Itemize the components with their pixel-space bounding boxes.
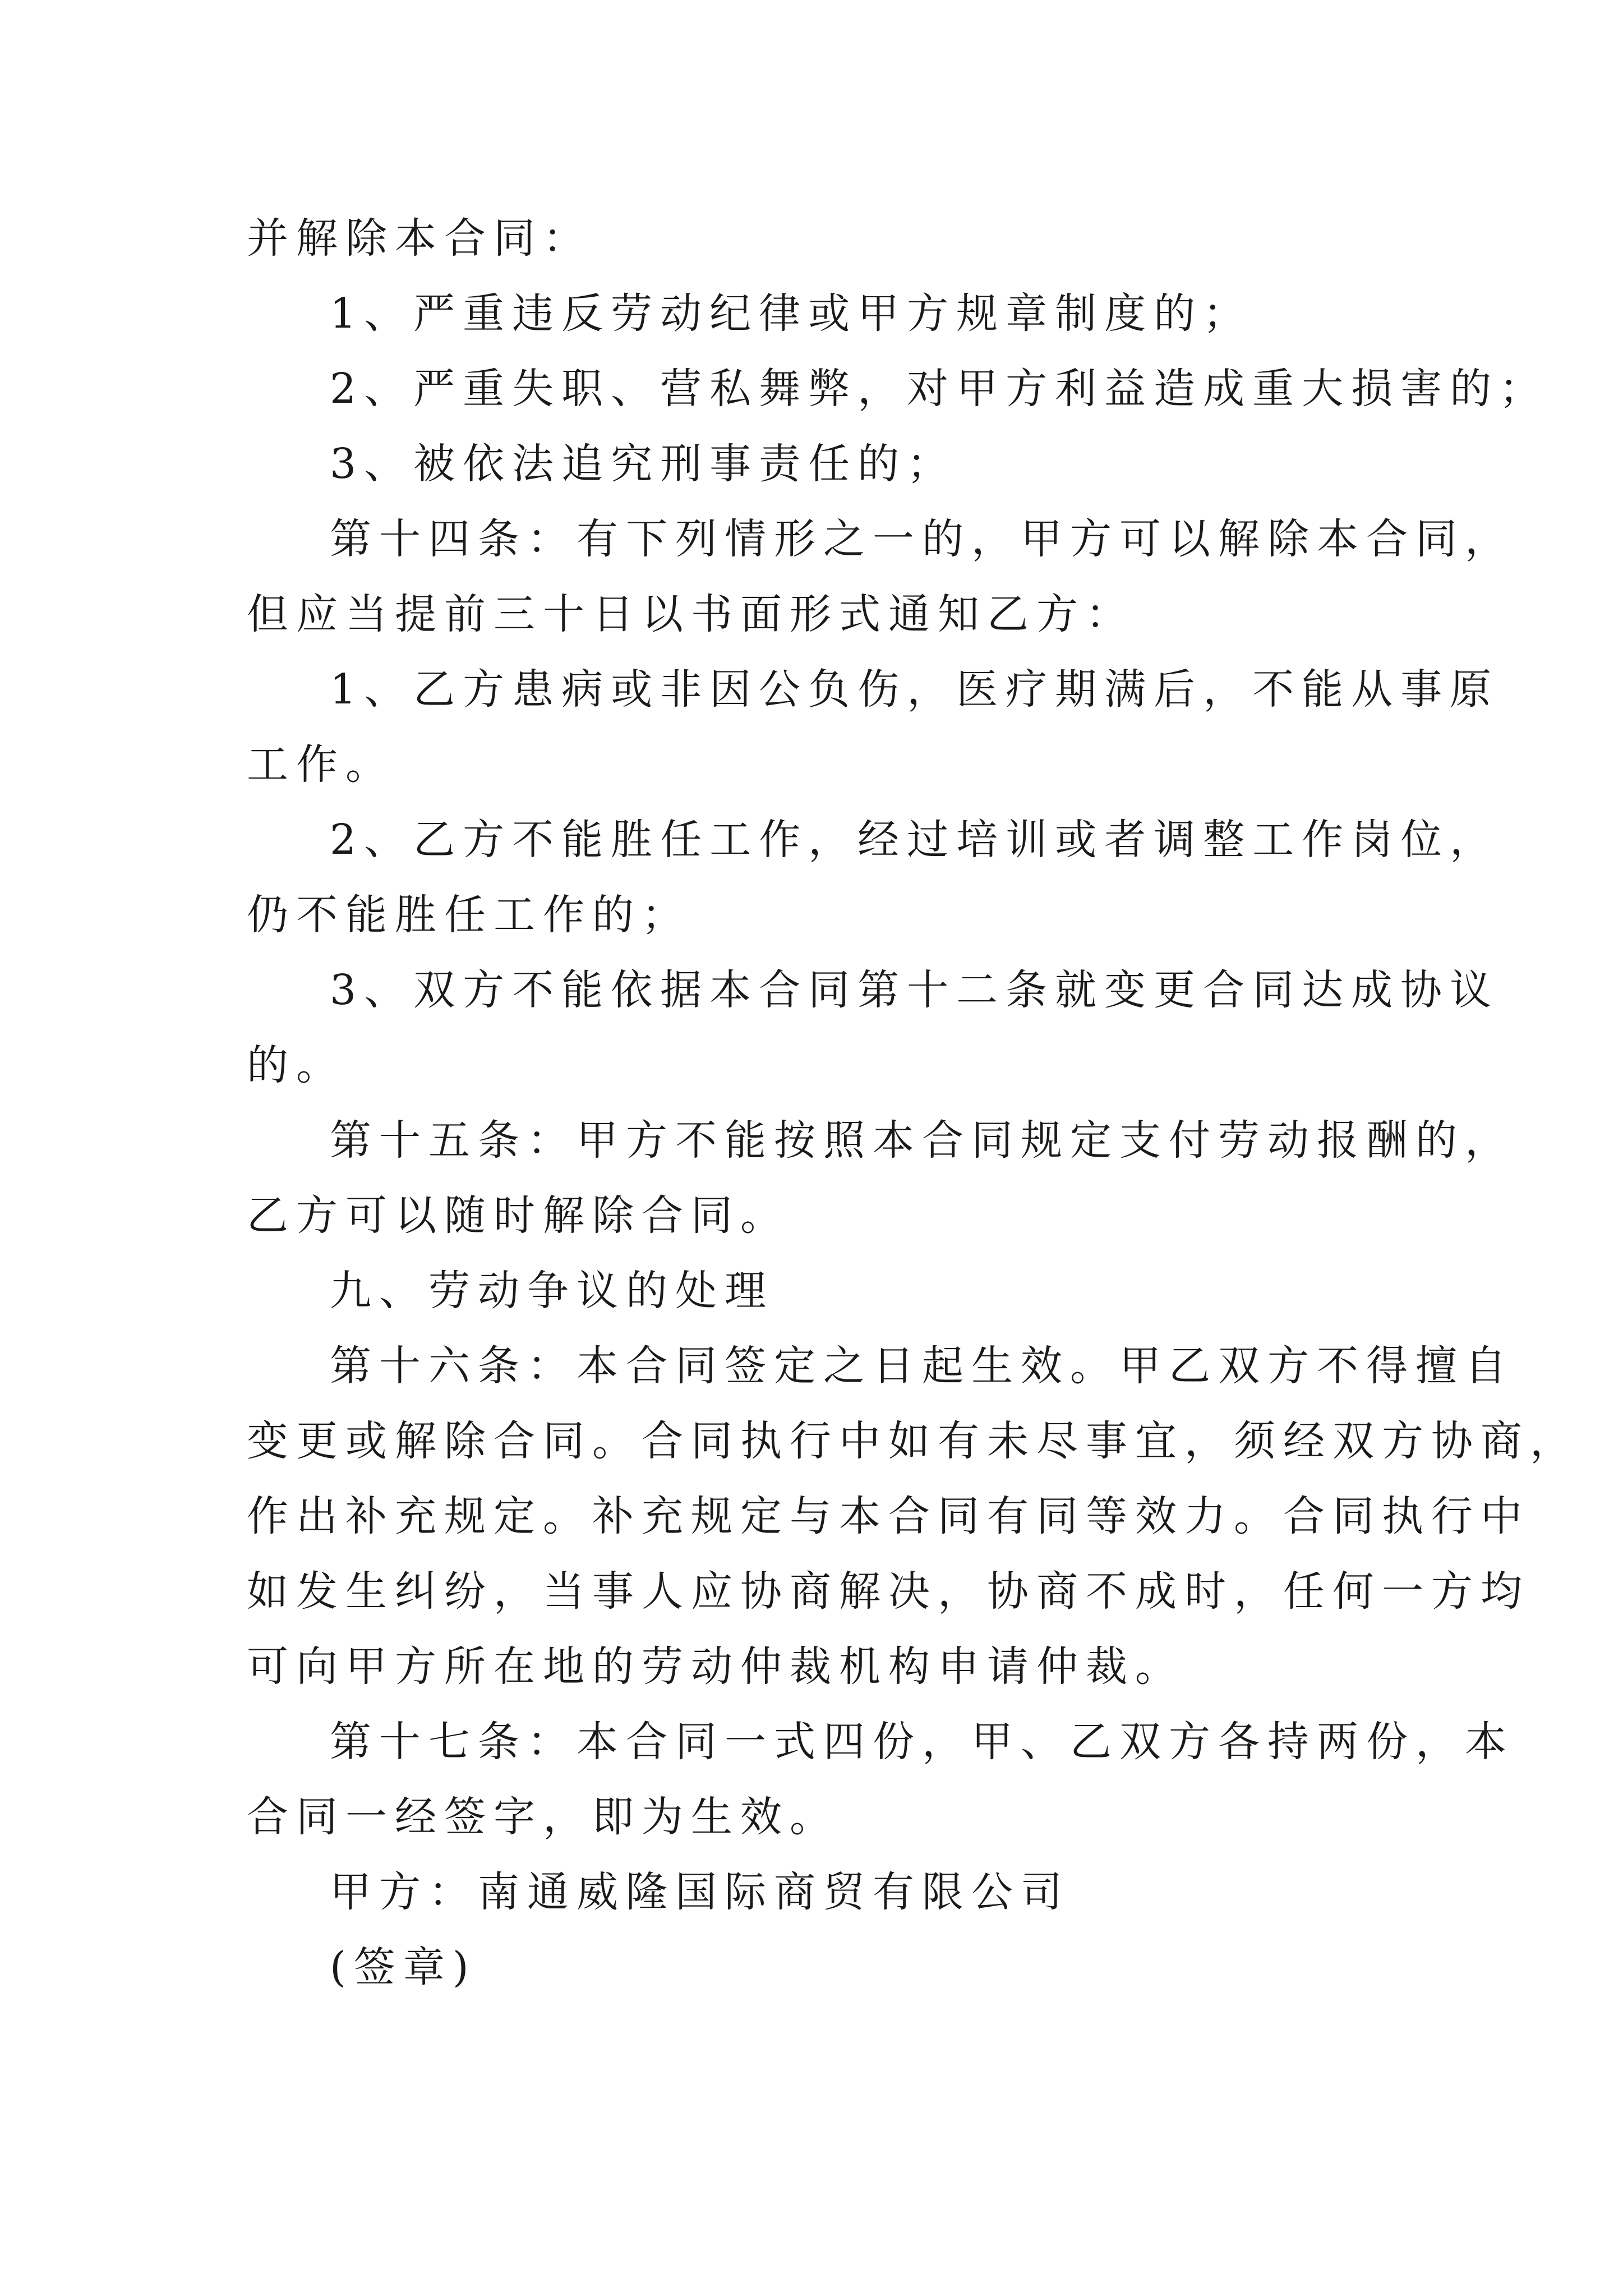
text-line: 2、严重失职、营私舞弊，对甲方利益造成重大损害的； bbox=[330, 365, 1549, 413]
text-line: 1、严重违反劳动纪律或甲方规章制度的； bbox=[330, 289, 1253, 338]
text-line: 但应当提前三十日以书面形式通知乙方： bbox=[247, 590, 1135, 638]
text-line: 如发生纠纷，当事人应协商解决，协商不成时，任何一方均 bbox=[247, 1567, 1530, 1616]
text-line: 1、乙方患病或非因公负伤，医疗期满后，不能从事原 bbox=[330, 665, 1500, 714]
text-line: 第十七条：本合同一式四份，甲、乙双方各持两份，本 bbox=[330, 1718, 1514, 1766]
text-line: 2、乙方不能胜任工作，经过培训或者调整工作岗位， bbox=[330, 816, 1500, 864]
text-line: 乙方可以随时解除合同。 bbox=[247, 1191, 790, 1240]
text-line: 工作。 bbox=[247, 740, 395, 789]
text-line: 合同一经签字，即为生效。 bbox=[247, 1793, 839, 1841]
text-line: 仍不能胜任工作的； bbox=[247, 891, 691, 939]
text-line: 并解除本合同： bbox=[247, 214, 592, 263]
text-line: 第十五条：甲方不能按照本合同规定支付劳动报酬的， bbox=[330, 1116, 1514, 1165]
text-line: 3、双方不能依据本合同第十二条就变更合同达成协议 bbox=[330, 966, 1500, 1014]
text-line: 3、被依法追究刑事责任的； bbox=[330, 440, 957, 488]
text-line: 甲方：南通威隆国际商贸有限公司 bbox=[330, 1868, 1070, 1916]
text-line: 第十六条：本合同签定之日起生效。甲乙双方不得擅自 bbox=[330, 1342, 1514, 1390]
text-line: 的。 bbox=[247, 1041, 345, 1089]
text-line: 九、劳动争议的处理 bbox=[330, 1267, 774, 1315]
text-line: 变更或解除合同。合同执行中如有未尽事宜，须经双方协商， bbox=[247, 1417, 1579, 1465]
text-line: 作出补充规定。补充规定与本合同有同等效力。合同执行中 bbox=[247, 1492, 1530, 1540]
contract-text-body bbox=[247, 201, 1579, 2005]
text-line: 第十四条：有下列情形之一的，甲方可以解除本合同， bbox=[330, 515, 1514, 563]
text-line: 可向甲方所在地的劳动仲裁机构申请仲裁。 bbox=[247, 1642, 1184, 1691]
text-line: (签章) bbox=[330, 1943, 477, 1991]
